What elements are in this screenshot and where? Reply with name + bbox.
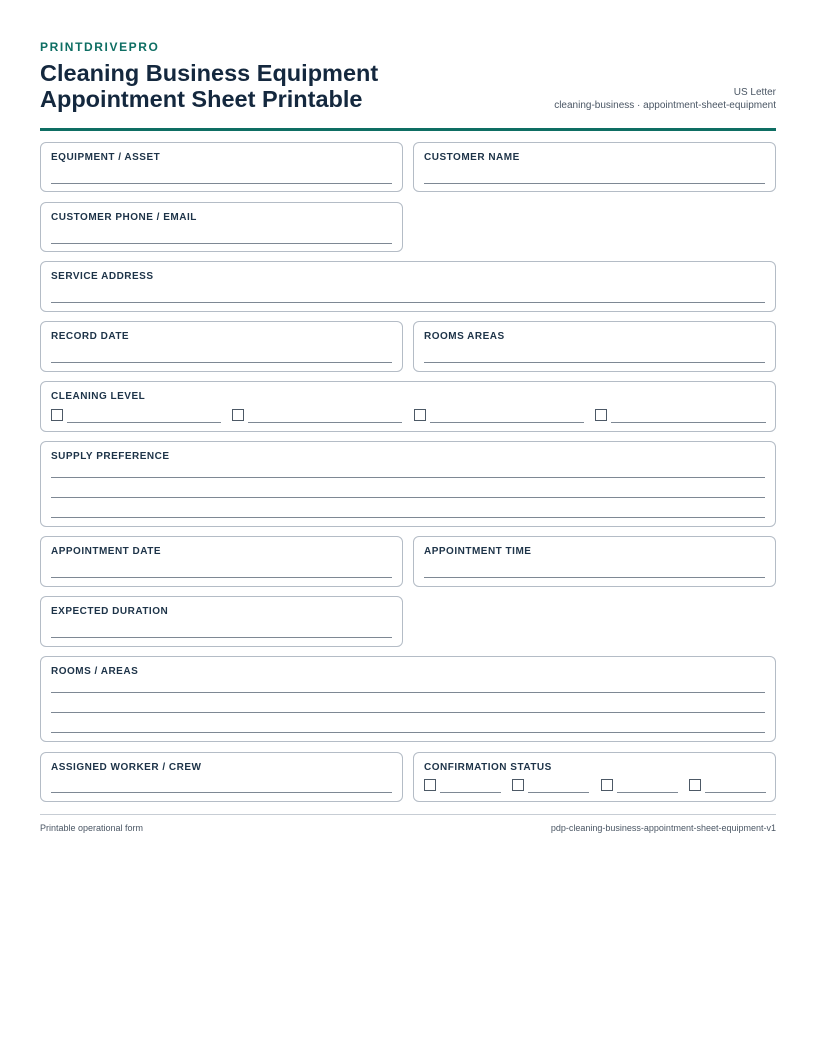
write-line[interactable] [424, 183, 765, 184]
field-confirmation-status[interactable] [413, 752, 776, 802]
form-page [40, 40, 776, 131]
field-supply-preference[interactable] [40, 441, 776, 527]
footer-rule [40, 814, 776, 815]
field-label: CUSTOMER PHONE / EMAIL [51, 212, 197, 223]
field-label: SERVICE ADDRESS [51, 271, 154, 282]
field-equipment-asset[interactable] [40, 142, 403, 192]
option-line[interactable] [248, 422, 402, 423]
field-customer-phone-email[interactable] [40, 202, 403, 252]
option-line[interactable] [430, 422, 584, 423]
option-line[interactable] [611, 422, 766, 423]
field-rooms-areas[interactable] [40, 656, 776, 742]
write-line[interactable] [51, 692, 765, 693]
write-line[interactable] [51, 477, 765, 478]
write-line[interactable] [424, 362, 765, 363]
document-meta [554, 86, 776, 112]
paper-size: US Letter [733, 87, 776, 98]
option-line[interactable] [528, 792, 589, 793]
field-label: ROOMS AREAS [424, 331, 505, 342]
write-line[interactable] [51, 732, 765, 733]
field-label: RECORD DATE [51, 331, 130, 342]
field-label: CLEANING LEVEL [51, 391, 146, 402]
field-label: APPOINTMENT TIME [424, 546, 532, 557]
option-line[interactable] [440, 792, 501, 793]
field-record-date[interactable] [40, 321, 403, 372]
field-label: EQUIPMENT / ASSET [51, 152, 161, 163]
checkbox[interactable] [595, 409, 607, 421]
field-label: ASSIGNED WORKER / CREW [51, 762, 202, 773]
write-line[interactable] [51, 712, 765, 713]
page-title [40, 60, 460, 112]
checkbox[interactable] [689, 779, 701, 791]
write-line[interactable] [51, 577, 392, 578]
confirmation-status-option-1[interactable] [424, 779, 501, 793]
write-line[interactable] [51, 517, 765, 518]
header [40, 60, 776, 128]
field-label: ROOMS / AREAS [51, 666, 139, 677]
confirmation-status-option-2[interactable] [512, 779, 589, 793]
checkbox[interactable] [601, 779, 613, 791]
field-expected-duration[interactable] [40, 596, 403, 647]
checkbox[interactable] [512, 779, 524, 791]
option-line[interactable] [67, 422, 221, 423]
write-line[interactable] [51, 497, 765, 498]
field-cleaning-level[interactable] [40, 381, 776, 432]
confirmation-status-option-3[interactable] [601, 779, 678, 793]
cleaning-level-option-2[interactable] [232, 409, 402, 423]
title-line-1: Cleaning Business Equipment [40, 60, 379, 86]
checkbox[interactable] [51, 409, 63, 421]
checkbox[interactable] [232, 409, 244, 421]
field-label: APPOINTMENT DATE [51, 546, 162, 557]
cleaning-level-option-4[interactable] [595, 409, 766, 423]
field-label: CUSTOMER NAME [424, 152, 520, 163]
brand-name: PRINTDRIVEPRO [40, 40, 160, 54]
document-slug: cleaning-business · appointment-sheet-equipment [554, 100, 776, 111]
field-label: SUPPLY PREFERENCE [51, 451, 170, 462]
field-label: EXPECTED DURATION [51, 606, 169, 617]
field-service-address[interactable] [40, 261, 776, 312]
option-line[interactable] [705, 792, 766, 793]
field-rooms-areas-short[interactable] [413, 321, 776, 372]
field-assigned-worker-crew[interactable] [40, 752, 403, 802]
title-line-2: Appointment Sheet Printable [40, 86, 363, 112]
footer-right-text: pdp-cleaning-business-appointment-sheet-equipment-v1 [550, 823, 776, 833]
footer-left-text: Printable operational form [40, 823, 144, 833]
field-customer-name[interactable] [413, 142, 776, 192]
header-rule [40, 128, 776, 131]
write-line[interactable] [51, 362, 392, 363]
option-line[interactable] [617, 792, 678, 793]
field-appointment-time[interactable] [413, 536, 776, 587]
checkbox[interactable] [424, 779, 436, 791]
confirmation-status-option-4[interactable] [689, 779, 766, 793]
checkbox[interactable] [414, 409, 426, 421]
field-appointment-date[interactable] [40, 536, 403, 587]
write-line[interactable] [424, 577, 765, 578]
write-line[interactable] [51, 302, 765, 303]
write-line[interactable] [51, 637, 392, 638]
cleaning-level-option-1[interactable] [51, 409, 221, 423]
write-line[interactable] [51, 183, 392, 184]
field-label: CONFIRMATION STATUS [424, 762, 552, 773]
cleaning-level-option-3[interactable] [414, 409, 584, 423]
write-line[interactable] [51, 243, 392, 244]
write-line[interactable] [51, 792, 392, 793]
